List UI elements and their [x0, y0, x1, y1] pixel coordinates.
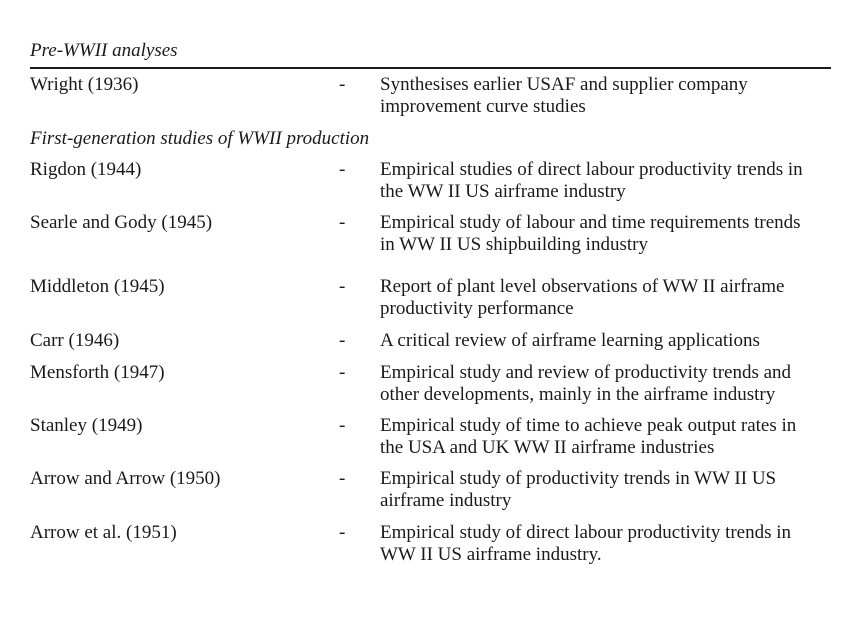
author-cell: Stanley (1949) [30, 415, 143, 436]
description-line: Empirical study of labour and time requirements trends [380, 212, 801, 233]
description-cell [380, 468, 832, 512]
separator-dash: - [339, 74, 346, 95]
description-cell [380, 362, 832, 406]
separator-dash: - [339, 362, 346, 383]
separator-dash: - [339, 468, 346, 489]
author-cell: Searle and Gody (1945) [30, 212, 213, 233]
separator-dash: - [339, 276, 346, 297]
separator-dash: - [339, 330, 346, 351]
description-line: Empirical study of direct labour productivity trends in [380, 522, 792, 543]
separator-dash: - [339, 212, 346, 233]
description-line: other developments, mainly in the airframe industry [380, 384, 776, 405]
description-line: improvement curve studies [380, 96, 586, 117]
author-cell: Middleton (1945) [30, 276, 165, 297]
section-heading-pre-wwii: Pre-WWII analyses [30, 40, 178, 61]
description-line: Empirical study of productivity trends in WW II US [380, 468, 777, 489]
author-cell: Arrow and Arrow (1950) [30, 468, 221, 489]
description-cell [380, 522, 832, 566]
author-cell: Carr (1946) [30, 330, 120, 351]
separator-dash: - [339, 522, 346, 543]
header-rule [30, 67, 831, 69]
separator-dash: - [339, 159, 346, 180]
description-line: Empirical study of time to achieve peak output rates in [380, 415, 797, 436]
literature-table [30, 0, 830, 640]
description-line: productivity performance [380, 298, 574, 319]
description-cell [380, 415, 832, 459]
description-line: Report of plant level observations of WW II airframe [380, 276, 785, 297]
section-heading-first-generation: First-generation studies of WWII production [30, 128, 370, 149]
author-cell: Rigdon (1944) [30, 159, 142, 180]
description-cell [380, 212, 832, 256]
description-line: the USA and UK WW II airframe industries [380, 437, 715, 458]
description-cell [380, 74, 832, 118]
author-cell: Arrow et al. (1951) [30, 522, 177, 543]
description-cell [380, 276, 832, 320]
author-cell: Wright (1936) [30, 74, 139, 95]
description-line: Synthesises earlier USAF and supplier company [380, 74, 748, 95]
description-line: Empirical studies of direct labour productivity trends in [380, 159, 803, 180]
description-cell [380, 159, 832, 203]
description-line: WW II US airframe industry. [380, 544, 602, 565]
author-cell: Mensforth (1947) [30, 362, 165, 383]
description-line: in WW II US shipbuilding industry [380, 234, 648, 255]
description-line: A critical review of airframe learning applications [380, 330, 760, 351]
description-line: airframe industry [380, 490, 512, 511]
description-line: Empirical study and review of productivity trends and [380, 362, 792, 383]
description-line: the WW II US airframe industry [380, 181, 626, 202]
separator-dash: - [339, 415, 346, 436]
description-cell [380, 330, 832, 352]
